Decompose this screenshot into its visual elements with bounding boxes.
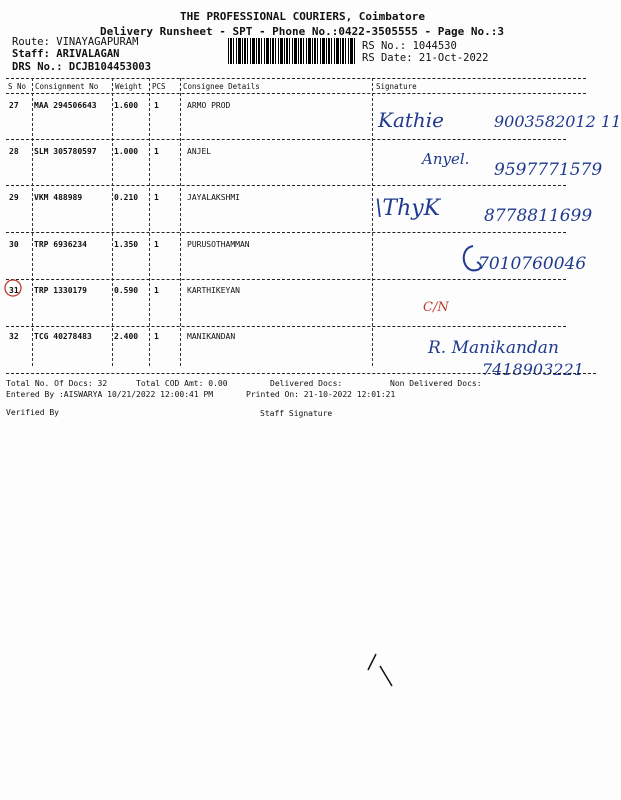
row-32-rule <box>6 373 596 374</box>
verified-by: Verified By <box>6 408 59 417</box>
col-sep-1 <box>32 78 33 366</box>
col-header-consignment: Consignment No <box>35 82 99 91</box>
rs-date: RS Date: 21-Oct-2022 <box>362 52 489 64</box>
row-28-signature: Anyel. <box>422 150 470 168</box>
row-29-signature: \ThyK <box>375 196 441 221</box>
total-cod: Total COD Amt: 0.00 <box>136 379 228 388</box>
row-32-sno: 32 <box>9 332 19 341</box>
stray-pen-mark <box>362 648 402 692</box>
company-title: THE PROFESSIONAL COURIERS, Coimbatore <box>180 10 426 23</box>
header-bottom-rule <box>6 93 586 94</box>
row-30-sno: 30 <box>9 240 19 249</box>
row-30-weight: 1.350 <box>114 240 139 249</box>
row-32-consignment: TCG 40278483 <box>34 332 92 341</box>
drs-number: DRS No.: DCJB104453003 <box>12 61 152 73</box>
row-29-rule <box>6 232 566 233</box>
row-28-consignee: ANJEL <box>187 147 212 156</box>
route-label: Route: VINAYAGAPURAM <box>12 36 139 48</box>
row-27-consignment: MAA 294506643 <box>34 101 97 110</box>
row-27-sno: 27 <box>9 101 19 110</box>
header-top-rule <box>6 78 586 79</box>
row-31-consignment: TRP 1330179 <box>34 286 87 295</box>
total-docs: Total No. Of Docs: 32 <box>6 379 108 388</box>
row-31-sno: 31 <box>9 286 19 295</box>
col-header-signature: Signature <box>376 82 417 91</box>
row-31-rule <box>6 326 566 327</box>
delivered-docs: Delivered Docs: <box>270 379 343 388</box>
col-sep-5 <box>372 78 373 366</box>
row-29-pcs: 1 <box>154 193 159 202</box>
col-header-consignee: Consignee Details <box>183 82 260 91</box>
row-30-consignment: TRP 6936234 <box>34 240 87 249</box>
row-31-note: C/N <box>423 300 449 315</box>
col-header-weight: Weight <box>115 82 143 91</box>
row-28-phone: 9597771579 <box>494 160 603 180</box>
row-27-pcs: 1 <box>154 101 159 110</box>
rs-number: RS No.: 1044530 <box>362 40 457 52</box>
row-32-consignee: MANIKANDAN <box>187 332 236 341</box>
row-29-consignment: VKM 488989 <box>34 193 83 202</box>
row-29-sno: 29 <box>9 193 19 202</box>
row-29-phone: 8778811699 <box>484 206 593 226</box>
row-30-pcs: 1 <box>154 240 159 249</box>
row-27-rule <box>6 139 566 140</box>
row-27-phone: 9003582012 11 <box>494 112 621 131</box>
row-28-consignment: SLM 305780597 <box>34 147 97 156</box>
row-28-pcs: 1 <box>154 147 159 156</box>
row-27-weight: 1.600 <box>114 101 139 110</box>
staff-label: Staff: ARIVALAGAN <box>12 48 120 60</box>
row-27-consignee: ARMO PROD <box>187 101 231 110</box>
row-32-phone: 7418903221 <box>482 360 584 379</box>
row-32-weight: 2.400 <box>114 332 139 341</box>
barcode <box>228 38 356 64</box>
col-sep-2 <box>112 78 113 366</box>
entered-by: Entered By :AISWARYA 10/21/2022 12:00:41 PM <box>6 390 214 399</box>
row-32-pcs: 1 <box>154 332 159 341</box>
col-header-pcs: PCS <box>152 82 166 91</box>
runsheet-subtitle: Delivery Runsheet - SPT - Phone No.:0422-3505555 - Page No.:3 <box>100 25 504 38</box>
row-32-signature: R. Manikandan <box>428 338 559 358</box>
row-31-consignee: KARTHIKEYAN <box>187 286 240 295</box>
printed-on: Printed On: 21-10-2022 12:01:21 <box>246 390 396 399</box>
row-28-sno: 28 <box>9 147 19 156</box>
col-header-sno: S No <box>8 82 27 91</box>
row-31-weight: 0.590 <box>114 286 139 295</box>
row-28-rule <box>6 185 566 186</box>
row-29-consignee: JAYALAKSHMI <box>187 193 240 202</box>
staff-signature-label: Staff Signature <box>260 409 333 418</box>
row-30-consignee: PURUSOTHAMMAN <box>187 240 250 249</box>
col-sep-4 <box>180 78 181 366</box>
non-delivered-docs: Non Delivered Docs: <box>390 379 482 388</box>
row-31-pcs: 1 <box>154 286 159 295</box>
row-30-rule <box>6 279 566 280</box>
row-29-weight: 0.210 <box>114 193 139 202</box>
row-28-weight: 1.000 <box>114 147 139 156</box>
col-sep-3 <box>149 78 150 366</box>
row-27-signature: Kathie <box>378 108 445 132</box>
row-30-phone: 7010760046 <box>478 254 587 274</box>
